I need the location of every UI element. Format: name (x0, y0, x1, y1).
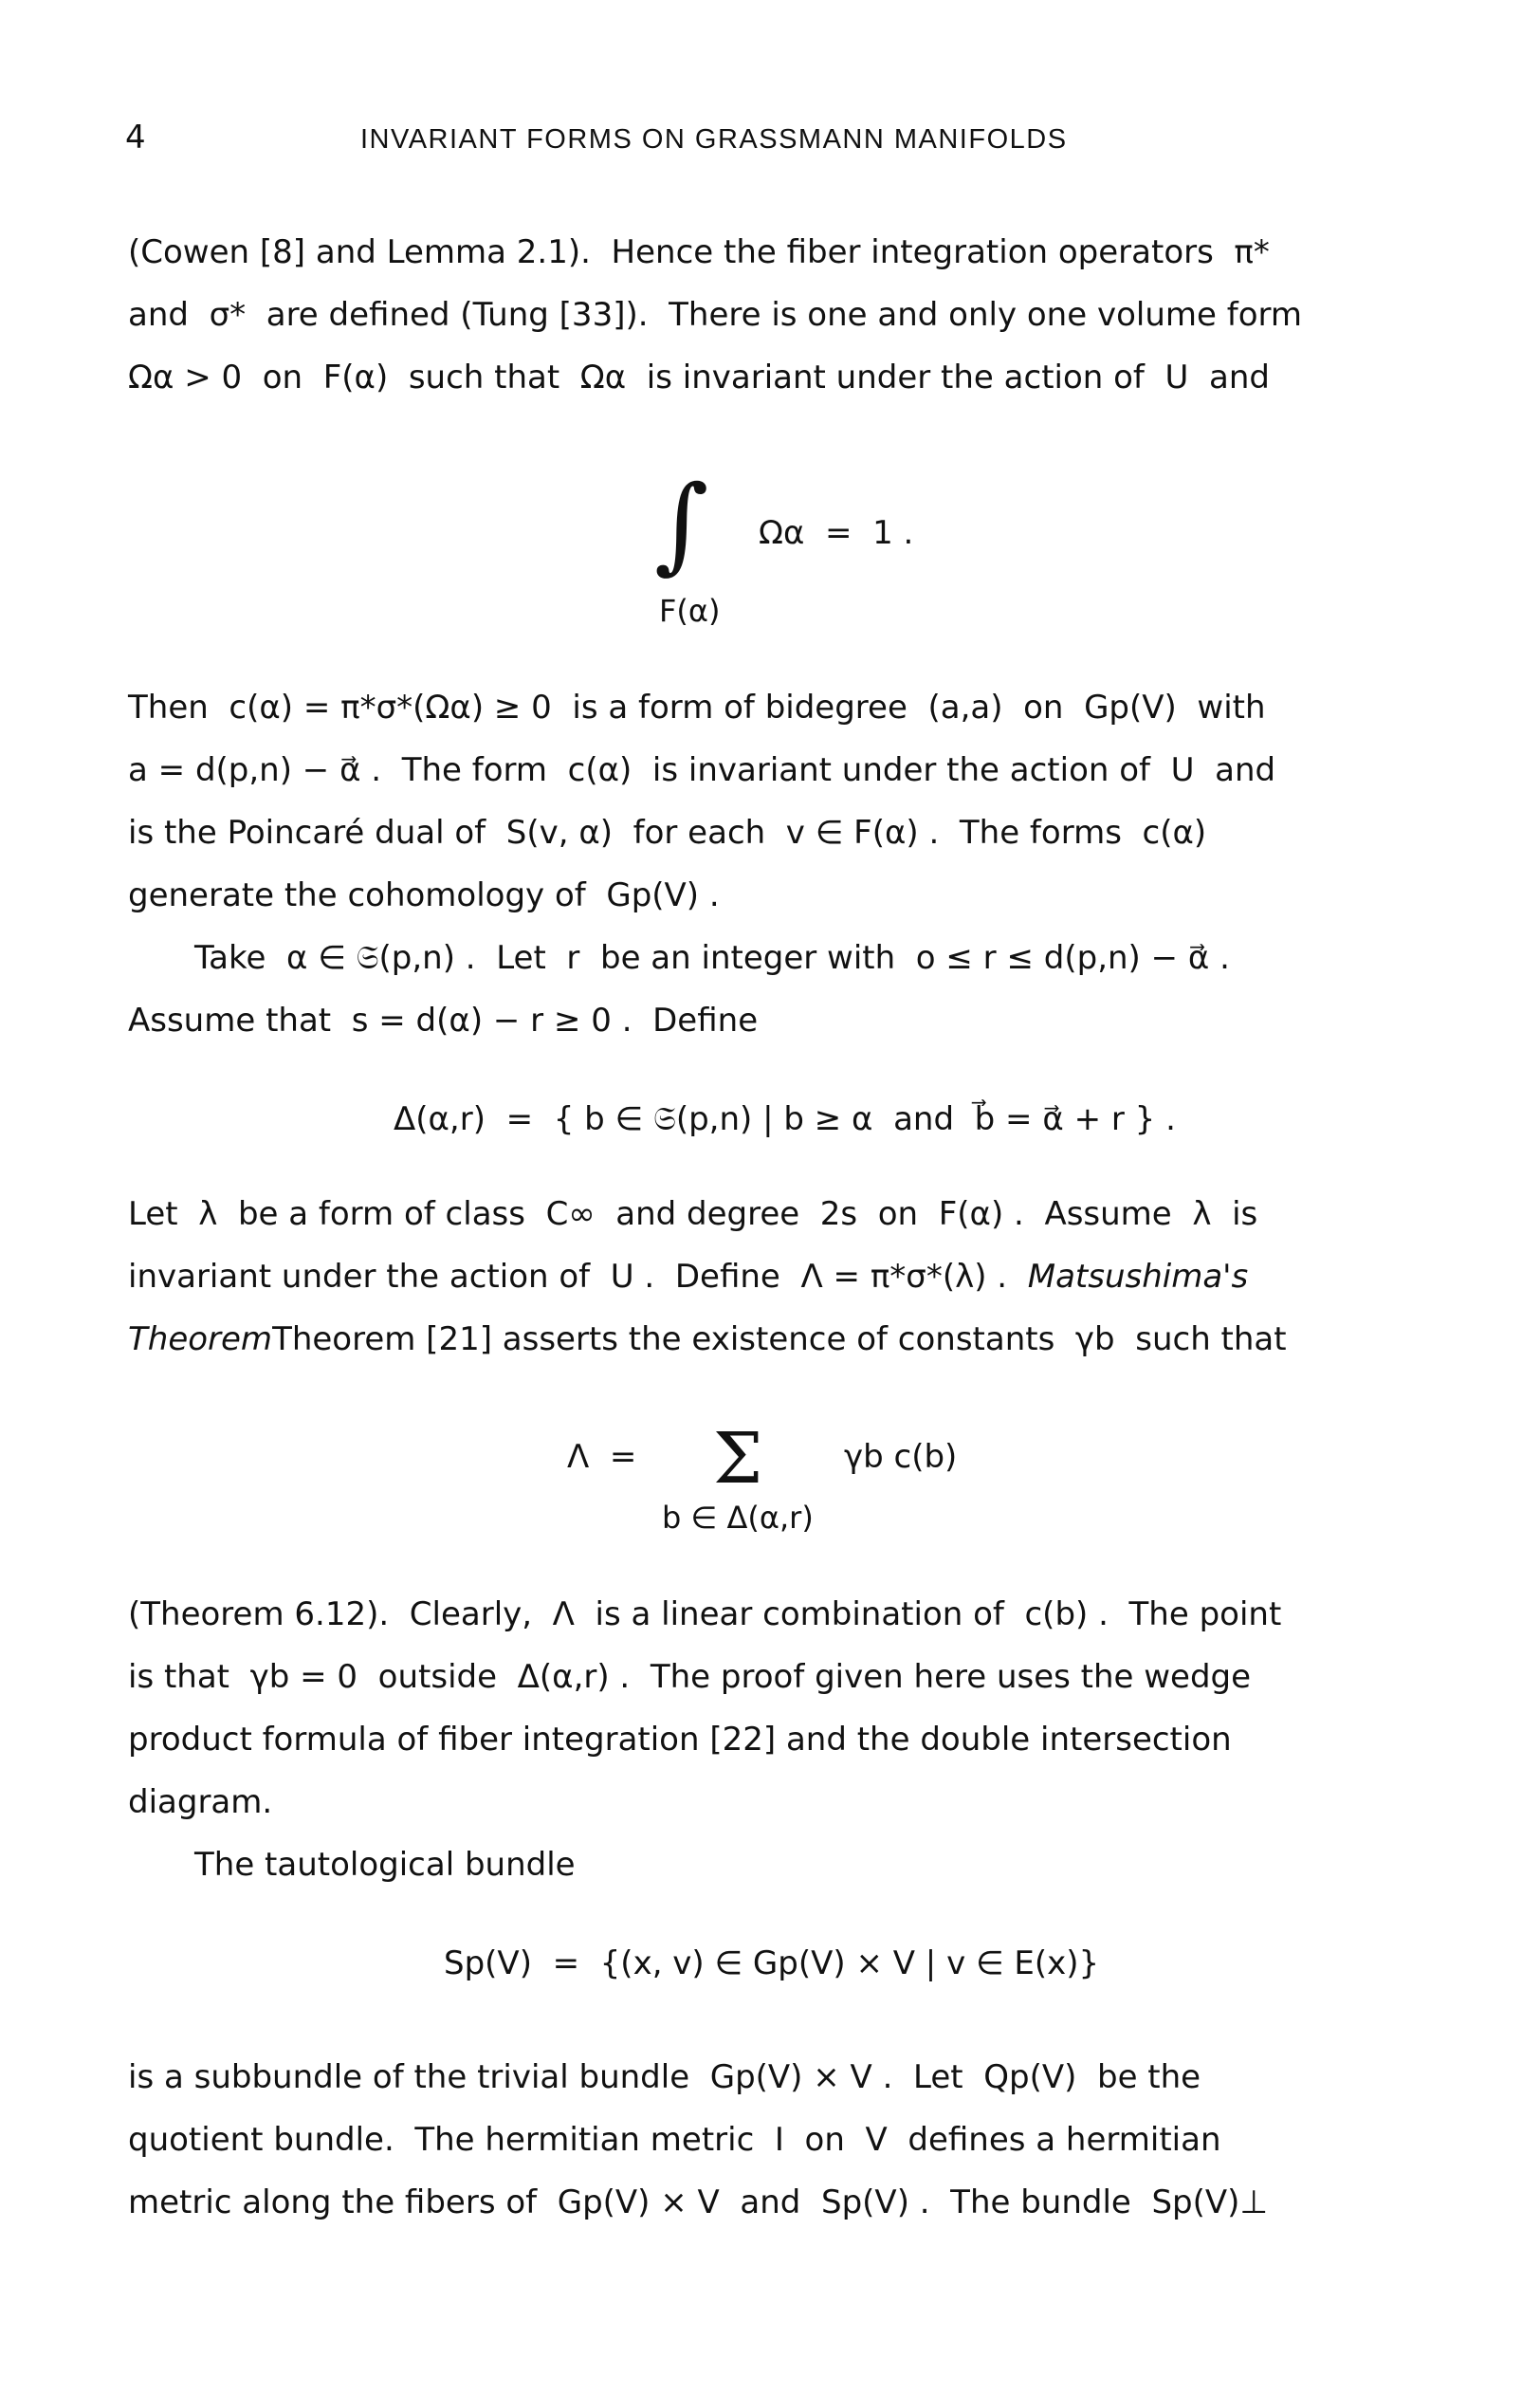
text-line: diagram. (128, 1783, 273, 1821)
text-line: a = d(p,n) − α⃗ . The form c(α) is invariant under the action of U and (128, 751, 1276, 789)
equation-delta: Δ(α,r) = { b ∈ 𝔖(p,n) | b ≥ α and b⃗ = α⃗ + r } . (394, 1100, 1176, 1138)
equation-bundle: Sp(V) = {(x, v) ∈ Gp(V) × V | v ∈ E(x)} (444, 1944, 1100, 1982)
integral-sign: ∫ (654, 463, 709, 584)
text-segment: Theorem [21] asserts the existence of constants γb such that (272, 1320, 1287, 1358)
italic-term: Matsushima's (1027, 1258, 1249, 1296)
text-line: Assume that s = d(α) − r ≥ 0 . Define (128, 1002, 759, 1040)
running-head: INVARIANT FORMS ON GRASSMANN MANIFOLDS (360, 124, 1068, 155)
text-line: is that γb = 0 outside Δ(α,r) . The proof given here uses the wedge (128, 1658, 1252, 1696)
text-line: is a subbundle of the trivial bundle Gp(V) × V . Let Qp(V) be the (128, 2058, 1201, 2096)
italic-term: Theorem (128, 1320, 273, 1358)
text-line: metric along the fibers of Gp(V) × V and Sp(V) . The bundle Sp(V)⊥ (128, 2183, 1269, 2221)
text-segment: invariant under the action of U . Define Λ = π*σ*(λ) . (128, 1258, 1008, 1296)
text-line: is the Poincaré dual of S(v, α) for each v ∈ F(α) . The forms c(α) (128, 814, 1207, 852)
page-header (125, 119, 1472, 166)
text-line: generate the cohomology of Gp(V) . (128, 876, 720, 914)
sum-sign: Σ (713, 1418, 763, 1500)
sum-lhs: Λ = (567, 1438, 637, 1476)
text-line-with-italic (128, 1318, 1437, 1360)
text-line: Take α ∈ 𝔖(p,n) . Let r be an integer with o ≤ r ≤ d(p,n) − α⃗ . (194, 939, 1230, 977)
text-line: product formula of fiber integration [22] and the double intersection (128, 1721, 1232, 1759)
integral-domain: F(α) (659, 593, 721, 629)
sum-index: b ∈ Δ(α,r) (662, 1500, 814, 1536)
text-line: The tautological bundle (194, 1846, 576, 1884)
text-line: (Cowen [8] and Lemma 2.1). Hence the fiber integration operators π* (128, 233, 1270, 271)
text-line: Ωα > 0 on F(α) such that Ωα is invariant under the action of U and (128, 359, 1270, 396)
text-line: quotient bundle. The hermitian metric I on V defines a hermitian (128, 2121, 1221, 2159)
text-line-with-italic (128, 1256, 1437, 1298)
text-line: Let λ be a form of class C∞ and degree 2s on F(α) . Assume λ is (128, 1195, 1258, 1233)
sum-term: γb c(b) (844, 1438, 958, 1476)
page-number: 4 (125, 119, 146, 157)
text-line: (Theorem 6.12). Clearly, Λ is a linear combination of c(b) . The point (128, 1595, 1282, 1633)
text-line: and σ* are defined (Tung [33]). There is one and only one volume form (128, 296, 1302, 334)
integral-body: Ωα = 1 . (759, 514, 914, 552)
text-line: Then c(α) = π*σ*(Ωα) ≥ 0 is a form of bidegree (a,a) on Gp(V) with (128, 689, 1266, 727)
